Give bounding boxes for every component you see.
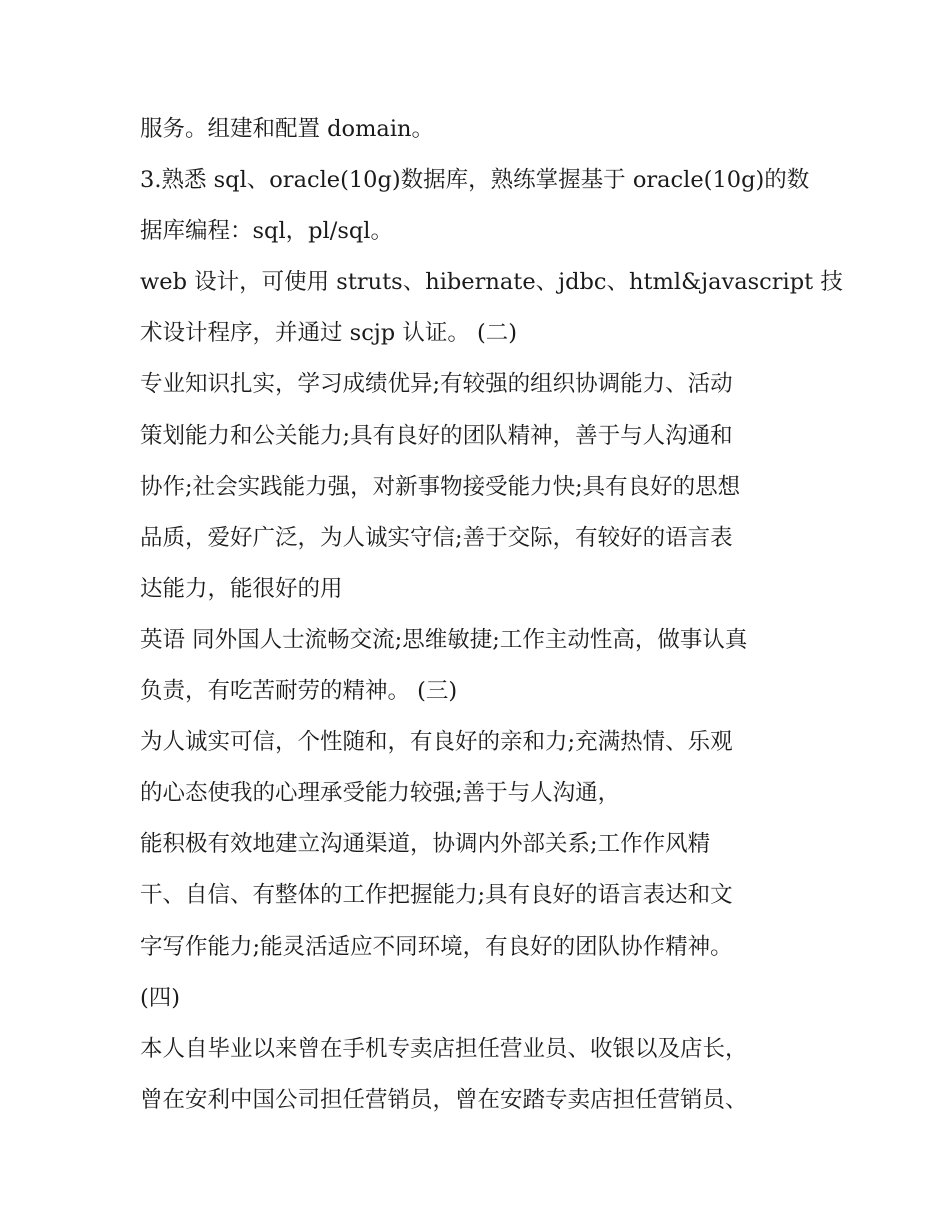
text-line: 英语 同外国人士流畅交流;思维敏捷;工作主动性高，做事认真 [140, 626, 748, 653]
text-line: 专业知识扎实，学习成绩优异;有较强的组织协调能力、活动 [140, 371, 733, 398]
text-line: web 设计，可使用 struts、hibernate、jdbc、html&javascript 技 [140, 269, 843, 296]
text-line: 服务。组建和配置 domain。 [140, 116, 435, 142]
text-line: 干、自信、有整体的工作把握能力;具有良好的语言表达和文 [140, 882, 733, 909]
document-text-body [140, 104, 843, 1126]
text-line: 据库编程：sql，pl/sql。 [140, 218, 393, 245]
text-line: 能积极有效地建立沟通渠道，协调内外部关系;工作作风精 [140, 831, 711, 858]
text-line: 协作;社会实践能力强，对新事物接受能力快;具有良好的思想 [140, 473, 741, 500]
text-line: 为人诚实可信，个性随和，有良好的亲和力;充满热情、乐观 [140, 729, 733, 756]
text-line: 策划能力和公关能力;具有良好的团队精神，善于与人沟通和 [140, 422, 733, 449]
text-line: 3.熟悉 sql、oracle(10g)数据库，熟练掌握基于 oracle(10g)的数 [140, 167, 810, 194]
text-line: 术设计程序，并通过 scjp 认证。 (二) [140, 320, 518, 347]
text-line: 达能力，能很好的用 [140, 575, 343, 602]
text-line: 本人自毕业以来曾在手机专卖店担任营业员、收银以及店长， [140, 1035, 748, 1062]
text-line: 负责，有吃苦耐劳的精神。 (三) [140, 678, 458, 705]
text-line: (四) [140, 984, 181, 1011]
text-line: 品质，爱好广泛，为人诚实守信;善于交际，有较好的语言表 [140, 524, 733, 551]
text-line: 字写作能力;能灵活适应不同环境，有良好的团队协作精神。 [140, 933, 733, 960]
text-line: 曾在安利中国公司担任营销员，曾在安踏专卖店担任营销员、 [140, 1086, 748, 1113]
text-line: 的心态使我的心理承受能力较强;善于与人沟通， [140, 780, 621, 807]
